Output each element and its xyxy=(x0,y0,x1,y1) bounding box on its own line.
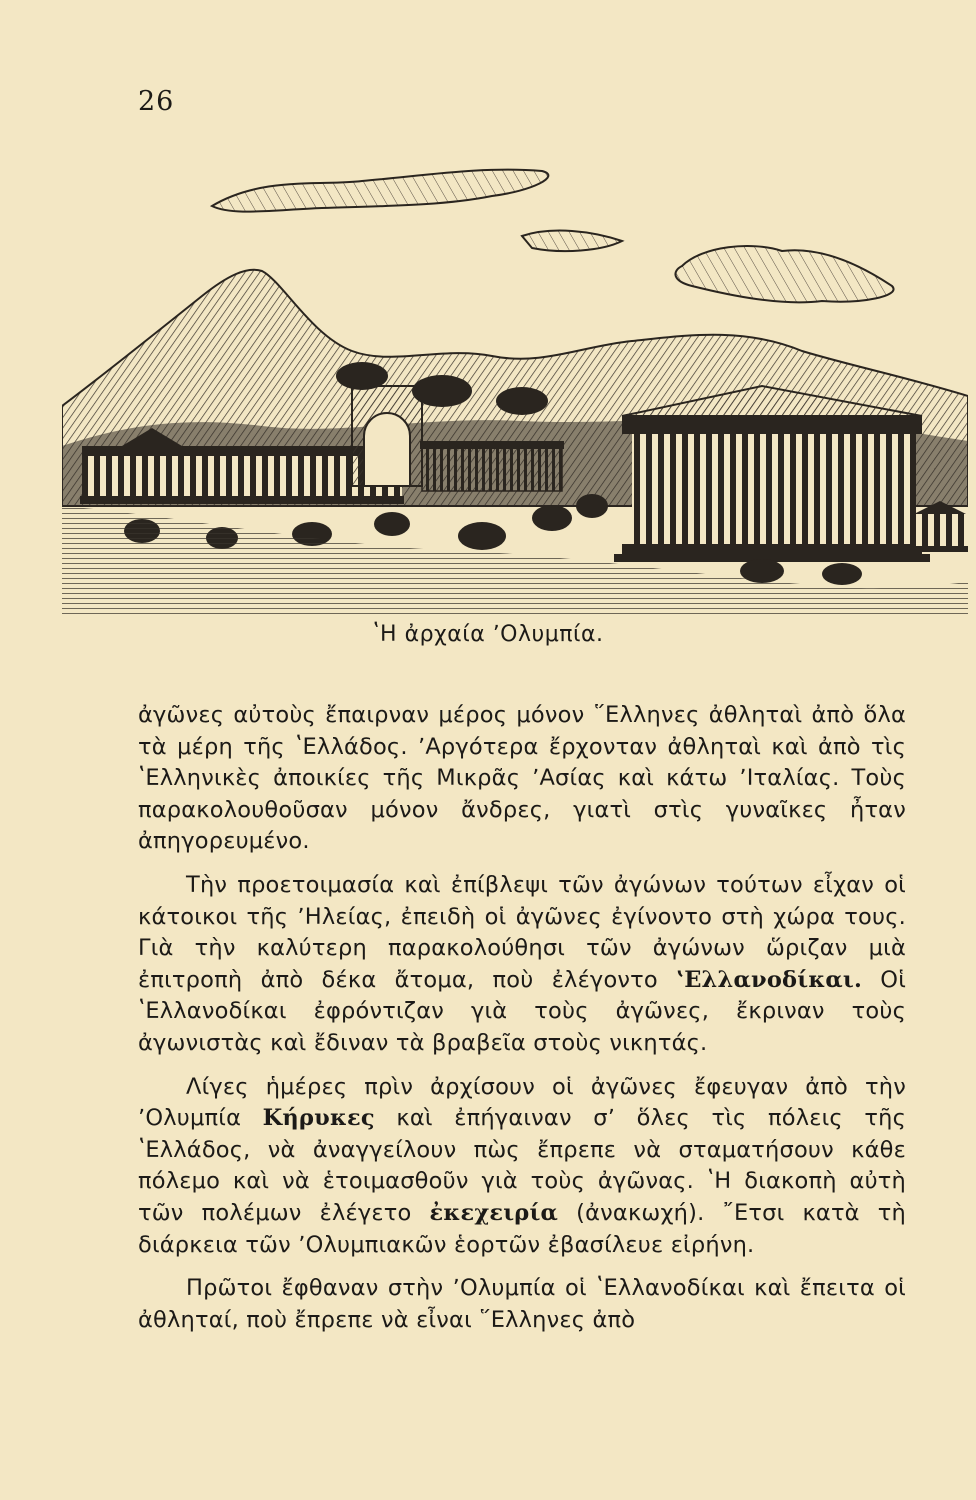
paragraph xyxy=(138,870,906,1060)
text-segment: Λίγες ἡμέρες πρὶν ἀρχίσουν οἱ ἀγῶνες ἔφευγαν ἀπὸ τὴν ʼΟλυμπία xyxy=(138,1073,906,1132)
temple-of-zeus xyxy=(614,386,930,562)
paragraph xyxy=(138,1072,906,1262)
body-text xyxy=(138,700,906,1336)
ancient-olympia-illustration xyxy=(62,146,968,616)
bold-term: ἐκεχειρία xyxy=(429,1199,559,1226)
clouds xyxy=(212,170,894,303)
page-number: 26 xyxy=(138,86,175,117)
small-temple xyxy=(912,501,968,552)
arch-gate xyxy=(352,386,422,486)
text-segment: (ἀνακωχή). ῎Ετσι κατὰ τὴ διάρκεια τῶν ʼΟλυμπιακῶν ἑορτῶν ἐβασίλευε εἰρήνη. xyxy=(138,1199,906,1258)
text-segment: καὶ ἐπήγαιναν σʼ ὅλες τὶς πόλεις τῆς ʽΕλλάδος, νὰ ἀναγγείλουν πὼς ἔπρεπε νὰ σταματήσουν κάθε πόλεμο καὶ νὰ ἑτοιμασθοῦν γιὰ τοὺς ἀγῶνας. ʽΗ διακοπὴ αὐτὴ τῶν πολέμων ἐλέγετο xyxy=(138,1105,906,1226)
figure-caption: ʽΗ ἀρχαία ʼΟλυμπία. xyxy=(372,622,604,647)
text-segment: ἀγῶνες αὐτοὺς ἔπαιρναν μέρος μόνον ῞Ελληνες ἀθληταὶ ἀπὸ ὅλα τὰ μέρη τῆς ʽΕλλάδος. ʼΑργότερα ἔρχονταν ἀθληταὶ καὶ ἀπὸ τὶς ʽΕλληνικὲς ἀποικίες τῆς Μικρᾶς ʼΑσίας καὶ κάτω ʼΙταλίας. Τοὺς παρακολουθοῦσαν μόνον ἄνδρες, γιατὶ στὶς γυναῖκες ἦταν ἀπηγορευμένο. xyxy=(138,702,906,855)
text-segment: Οἱ ʽΕλλανοδίκαι ἐφρόντιζαν γιὰ τοὺς ἀγῶνες, ἔκριναν τοὺς ἀγωνιστὰς καὶ ἔδιναν τὰ βραβεῖα στοὺς νικητάς. xyxy=(138,966,907,1056)
text-segment: Πρῶτοι ἔφθαναν στὴν ʼΟλυμπία οἱ ʽΕλλανοδίκαι καὶ ἔπειτα οἱ ἀθληταί, ποὺ ἔπρεπε νὰ εἶναι ῞Ελληνες ἀπὸ xyxy=(138,1275,906,1333)
bold-term: Κήρυκες xyxy=(262,1105,375,1132)
small-buildings xyxy=(420,441,564,491)
paragraph xyxy=(138,1273,906,1336)
bold-term: ʽΕλλανοδίκαι. xyxy=(676,966,863,993)
text-segment: Τὴν προετοιμασία καὶ ἐπίβλεψι τῶν ἀγώνων τούτων εἶχαν οἱ κάτοικοι τῆς ʼΗλείας, ἐπειδὴ οἱ ἀγῶνες ἐγίνοντο στὴ χώρα τους. Γιὰ τὴν καλύτερη παρακολούθησι τῶν ἀγώνων ὥριζαν μιὰ ἐπιτροπὴ ἀπὸ δέκα ἄτομα, ποὺ ἐλέγοντο xyxy=(138,871,906,993)
paragraph xyxy=(138,700,906,858)
